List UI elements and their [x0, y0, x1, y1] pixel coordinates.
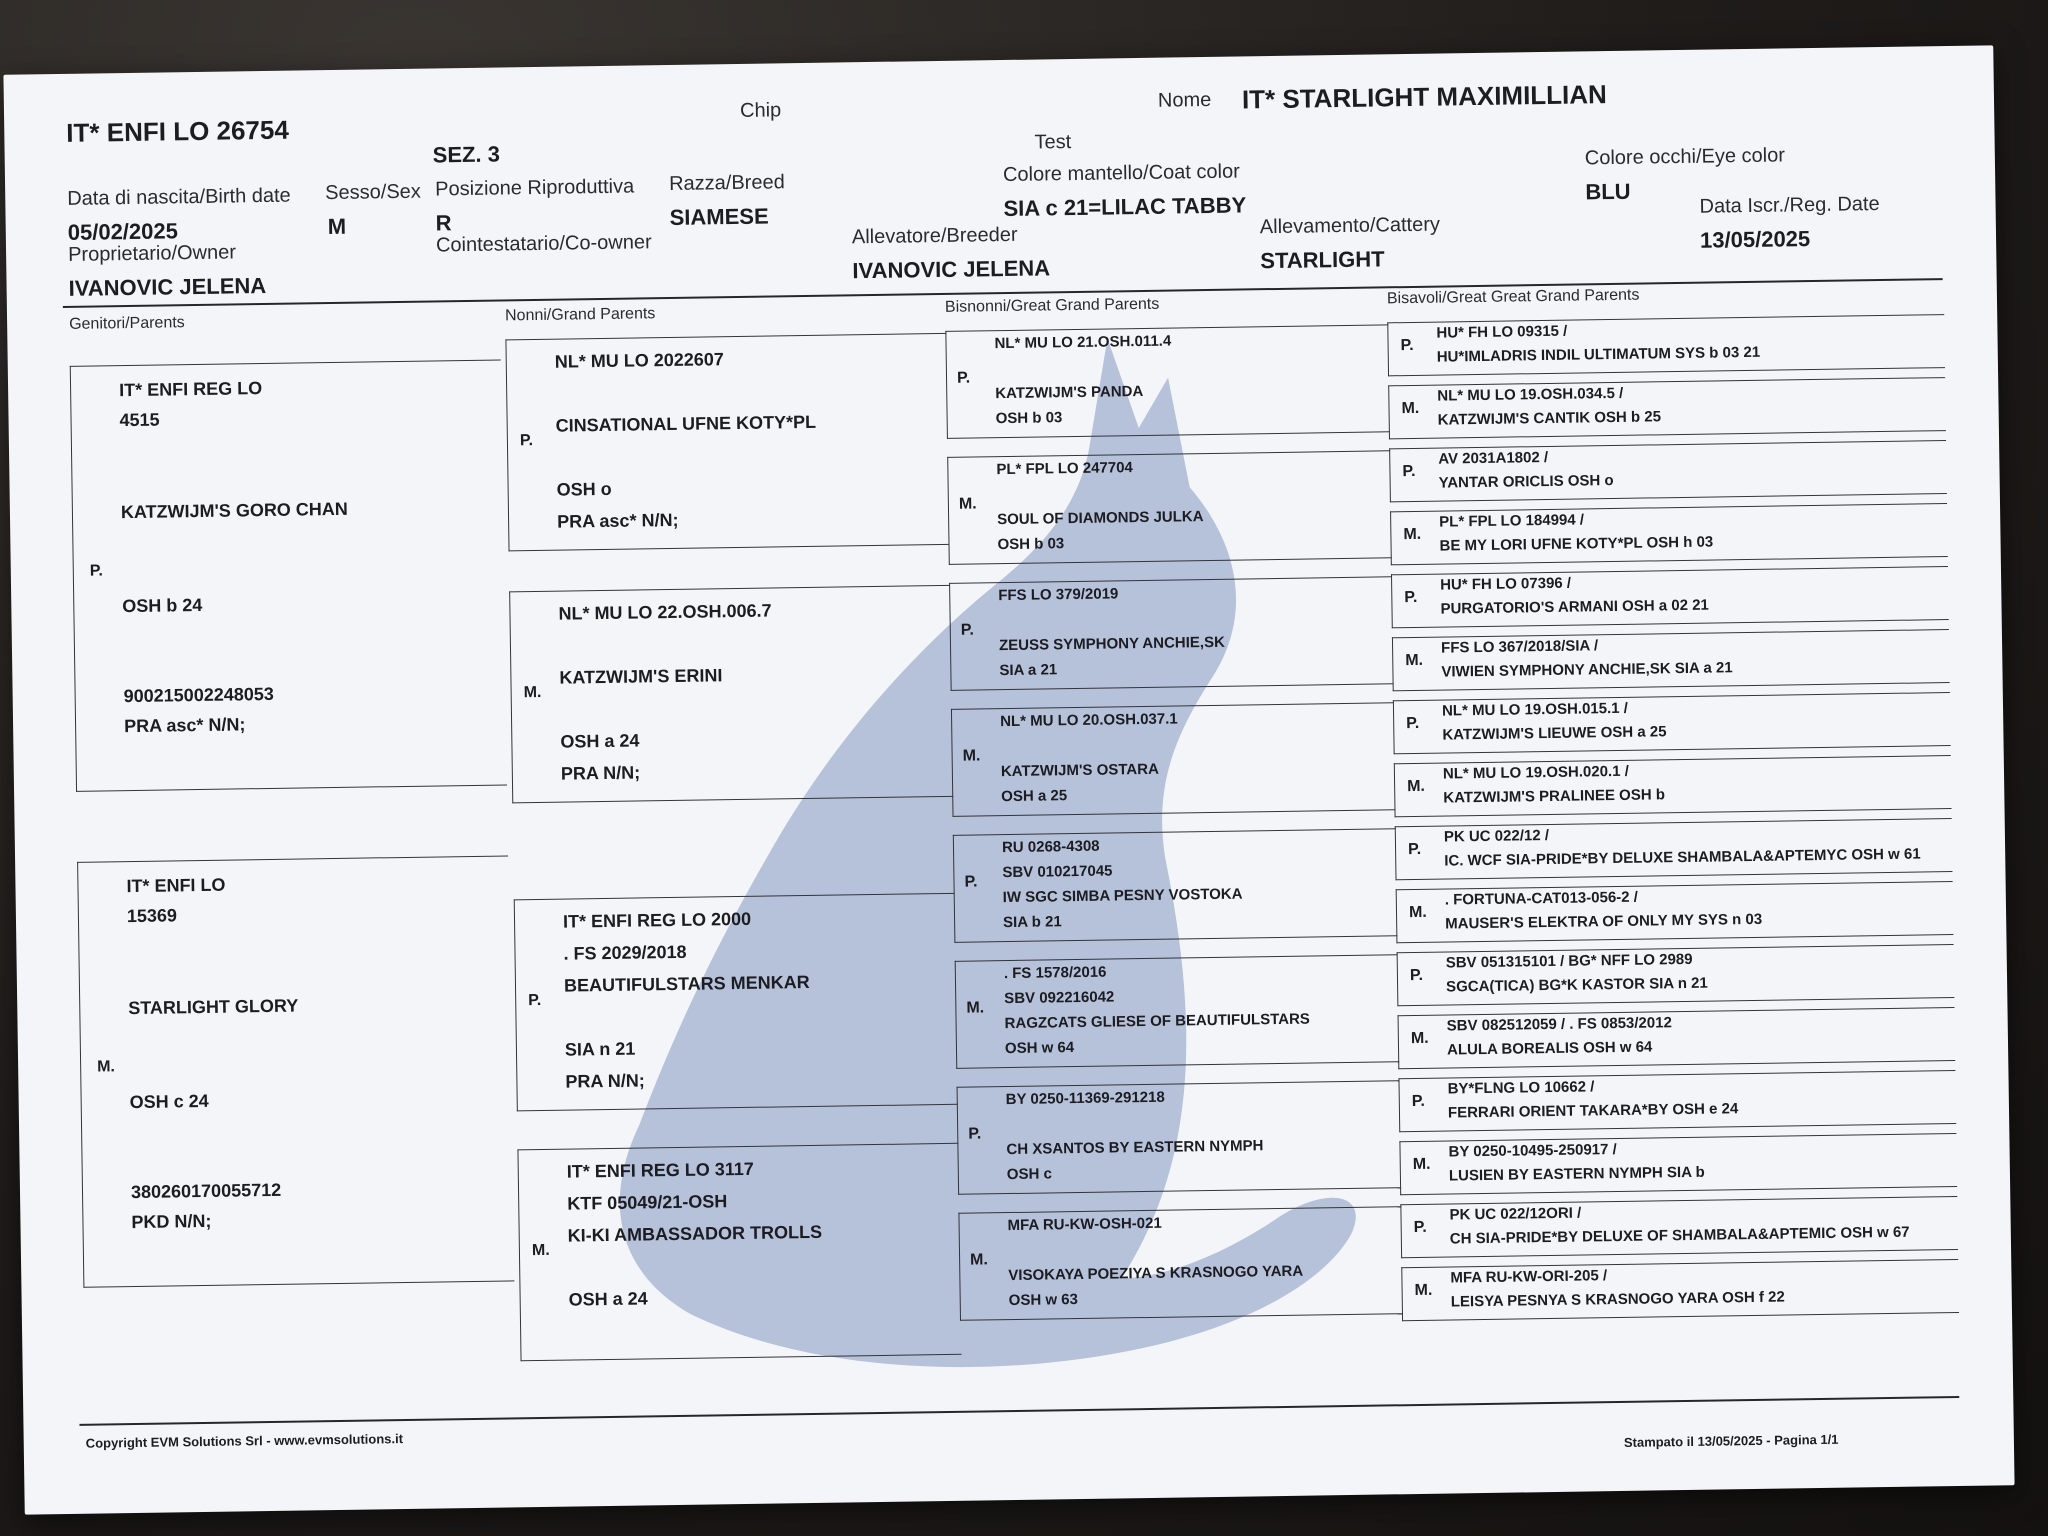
registration-number: IT* ENFI LO 26754: [66, 114, 290, 148]
grand-parent-line-1-3: CINSATIONAL UFNE KOTY*PL: [555, 411, 817, 436]
great-grand-parent-line-7-1: BY 0250-11369-291218: [1005, 1088, 1165, 1109]
ggg-parent-reg-16: MFA RU-KW-ORI-205 /: [1450, 1267, 1608, 1287]
grand-parent-line-2-3: KATZWIJM'S ERINI: [559, 665, 723, 688]
sire-chip: 900215002248053: [123, 683, 274, 707]
great-grand-parent-line-5-2: SBV 010217045: [1002, 862, 1113, 882]
great-grand-parent-line-2-1: PL* FPL LO 247704: [996, 459, 1133, 479]
ggg-parent-indicator-15: P.: [1413, 1218, 1427, 1237]
breeder-value: IVANOVIC JELENA: [852, 255, 1051, 284]
cattery-value: STARLIGHT: [1260, 246, 1385, 274]
ggg-parent-reg-5: HU* FH LO 07396 /: [1440, 574, 1572, 594]
ggg-parent-reg-6: FFS LO 367/2018/SIA /: [1440, 637, 1599, 657]
great-grand-parent-line-8-4: OSH w 63: [1008, 1291, 1079, 1310]
great-grand-parent-line-4-1: NL* MU LO 20.OSH.037.1: [1000, 710, 1178, 731]
ggg-parent-name-15: CH SIA-PRIDE*BY DELUXE OF SHAMBALA&APTEMIC OSH w 67: [1449, 1223, 1910, 1248]
great-grand-parent-line-3-1: FFS LO 379/2019: [998, 585, 1119, 605]
ggg-parent-name-6: VIWIEN SYMPHONY ANCHIE,SK SIA a 21: [1441, 659, 1733, 681]
great-grand-parent-indicator-8: M.: [969, 1251, 989, 1269]
ggg-parent-reg-11: SBV 051315101 / BG* NFF LO 2989: [1445, 950, 1693, 972]
grand-parent-line-3-6: PRA N/N;: [565, 1070, 645, 1092]
grand-parent-line-1-1: NL* MU LO 2022607: [554, 349, 724, 372]
pedigree-document: [3, 45, 2014, 1514]
ggg-parent-name-1: HU*IMLADRIS INDIL ULTIMATUM SYS b 03 21: [1436, 343, 1761, 366]
dam-indicator: M.: [97, 1058, 116, 1076]
ggg-parent-reg-3: AV 2031A1802 /: [1438, 448, 1549, 468]
grand-parent-indicator-3: P.: [528, 991, 542, 1010]
ggg-parent-name-14: LUSIEN BY EASTERN NYMPH SIA b: [1448, 1163, 1705, 1185]
great-grand-parent-indicator-1: P.: [956, 369, 971, 387]
grand-parent-line-4-2: KTF 05049/21-OSH: [567, 1191, 728, 1214]
ggg-parent-indicator-1: P.: [1400, 336, 1414, 355]
printed-date: Stampato il 13/05/2025 - Pagina 1/1: [1623, 1431, 1839, 1450]
great-grand-parent-box-6: [955, 954, 1400, 1069]
grand-parent-line-2-5: OSH a 24: [560, 730, 640, 752]
parent-sire-box: [70, 359, 507, 791]
ggg-parent-name-3: YANTAR ORICLIS OSH o: [1438, 471, 1614, 492]
ggg-parent-name-9: IC. WCF SIA-PRIDE*BY DELUXE SHAMBALA&APTEMYC OSH w 61: [1444, 845, 1921, 870]
coat-label: Colore mantello/Coat color: [1002, 160, 1240, 187]
grand-parent-line-3-3: BEAUTIFULSTARS MENKAR: [563, 971, 810, 996]
grand-parent-box-1: [505, 333, 949, 552]
great-grand-parent-line-1-1: NL* MU LO 21.OSH.011.4: [994, 332, 1172, 353]
birth-label: Data di nascita/Birth date: [67, 184, 291, 210]
breed-value: SIAMESE: [669, 203, 769, 230]
birth-date: 05/02/2025: [67, 218, 179, 245]
great-grand-parent-indicator-2: M.: [958, 495, 977, 513]
ggg-parent-indicator-8: M.: [1407, 777, 1426, 796]
grand-parent-box-3: [514, 893, 958, 1112]
great-grand-parent-box-2: [947, 450, 1392, 565]
ggg-parent-name-11: SGCA(TICA) BG*K KASTOR SIA n 21: [1445, 974, 1708, 996]
ggg-parent-indicator-13: P.: [1411, 1092, 1426, 1111]
ggg-parent-indicator-11: P.: [1409, 966, 1424, 985]
ggg-parent-indicator-5: P.: [1404, 588, 1418, 607]
sire-reg-number: 4515: [119, 409, 160, 431]
breeder-label: Allevatore/Breeder: [851, 223, 1018, 249]
coowner-label: Cointestatario/Co-owner: [435, 231, 652, 257]
sire-reg: IT* ENFI REG LO: [118, 378, 263, 401]
ggg-parent-name-16: LEISYA PESNYA S KRASNOGO YARA OSH f 22: [1450, 1288, 1785, 1311]
ggg-parent-name-8: KATZWIJM'S PRALINEE OSH b: [1443, 786, 1666, 807]
ggg-parent-indicator-2: M.: [1401, 399, 1420, 418]
col-great-great-grand-parents: Bisavoli/Great Great Grand Parents: [1386, 286, 1640, 308]
owner-label: Proprietario/Owner: [67, 241, 237, 266]
owner-value: IVANOVIC JELENA: [68, 272, 267, 301]
ggg-parent-box-4: [1390, 503, 1948, 565]
great-grand-parent-box-5: [953, 828, 1398, 943]
sire-test: PRA asc* N/N;: [123, 714, 246, 737]
great-grand-parent-indicator-6: M.: [966, 999, 985, 1017]
ggg-parent-box-2: [1388, 377, 1946, 439]
ggg-parent-box-13: [1398, 1070, 1956, 1132]
ggg-parent-box-14: [1399, 1133, 1957, 1195]
dam-test: PKD N/N;: [131, 1210, 212, 1233]
great-grand-parent-indicator-5: P.: [964, 873, 978, 891]
section: SEZ. 3: [432, 141, 501, 168]
great-grand-parent-line-6-1: . FS 1578/2016: [1003, 963, 1107, 983]
grand-parent-indicator-2: M.: [523, 683, 542, 702]
great-grand-parent-box-4: [951, 702, 1396, 817]
sire-color: OSH b 24: [122, 594, 203, 617]
ggg-parent-name-4: BE MY LORI UFNE KOTY*PL OSH h 03: [1439, 533, 1714, 555]
great-grand-parent-line-5-3: IW SGC SIMBA PESNY VOSTOKA: [1002, 885, 1243, 907]
grand-parent-line-4-5: OSH a 24: [568, 1288, 648, 1310]
ggg-parent-reg-14: BY 0250-10495-250917 /: [1448, 1141, 1617, 1161]
great-grand-parent-indicator-7: P.: [968, 1125, 982, 1143]
grand-parent-line-3-1: IT* ENFI REG LO 2000: [562, 908, 752, 932]
great-grand-parent-line-7-3: CH XSANTOS BY EASTERN NYMPH: [1006, 1137, 1264, 1159]
ggg-parent-indicator-16: M.: [1414, 1281, 1433, 1300]
great-grand-parent-line-8-1: MFA RU-KW-OSH-021: [1007, 1214, 1162, 1235]
ggg-parent-box-6: [1392, 629, 1950, 691]
great-grand-parent-line-4-3: KATZWIJM'S OSTARA: [1000, 760, 1159, 781]
ggg-parent-reg-1: HU* FH LO 09315 /: [1436, 322, 1568, 342]
ggg-parent-reg-2: NL* MU LO 19.OSH.034.5 /: [1437, 384, 1624, 405]
great-grand-parent-box-3: [949, 576, 1394, 691]
eye-label: Colore occhi/Eye color: [1584, 144, 1786, 170]
great-grand-parent-box-7: [957, 1080, 1402, 1195]
ggg-parent-box-15: [1400, 1196, 1958, 1258]
great-grand-parent-line-2-3: SOUL OF DIAMONDS JULKA: [997, 508, 1204, 529]
ggg-parent-box-3: [1389, 440, 1947, 502]
name-label: Nome: [1157, 88, 1212, 112]
dam-reg-number: 15369: [126, 905, 178, 927]
sex-label: Sesso/Sex: [325, 180, 421, 205]
dam-color: OSH c 24: [129, 1090, 209, 1113]
ggg-parent-name-10: MAUSER'S ELEKTRA OF ONLY MY SYS n 03: [1445, 910, 1763, 933]
ggg-parent-reg-13: BY*FLNG LO 10662 /: [1447, 1078, 1595, 1098]
grand-parent-line-3-2: . FS 2029/2018: [563, 941, 687, 964]
ggg-parent-box-1: [1387, 314, 1945, 376]
ggg-parent-name-2: KATZWIJM'S CANTIK OSH b 25: [1437, 408, 1662, 429]
grand-parent-line-4-3: KI-KI AMBASSADOR TROLLS: [567, 1221, 823, 1246]
great-grand-parent-line-1-4: OSH b 03: [995, 409, 1063, 428]
great-grand-parent-line-5-1: RU 0268-4308: [1001, 837, 1100, 857]
grand-parent-line-4-1: IT* ENFI REG LO 3117: [566, 1158, 754, 1182]
grand-parent-line-2-6: PRA N/N;: [560, 762, 641, 784]
ggg-parent-reg-4: PL* FPL LO 184994 /: [1439, 511, 1585, 531]
ggg-parent-box-16: [1401, 1259, 1959, 1321]
great-grand-parent-indicator-3: P.: [960, 621, 974, 639]
great-grand-parent-box-1: [945, 324, 1390, 439]
grand-parent-box-4: [517, 1143, 961, 1362]
cat-name: IT* STARLIGHT MAXIMILLIAN: [1241, 79, 1608, 115]
great-grand-parent-line-8-3: VISOKAYA POEZIYA S KRASNOGO YARA: [1008, 1262, 1304, 1285]
great-grand-parent-line-4-4: OSH a 25: [1001, 787, 1068, 806]
parent-dam-box: [77, 855, 514, 1287]
dam-name: STARLIGHT GLORY: [128, 995, 299, 1019]
grand-parent-line-3-5: SIA n 21: [564, 1038, 636, 1060]
ggg-parent-reg-12: SBV 082512059 / . FS 0853/2012: [1446, 1014, 1672, 1035]
col-parents: Genitori/Parents: [69, 314, 185, 333]
copyright: Copyright EVM Solutions Srl - www.evmsolutions.it: [85, 1431, 404, 1451]
ggg-parent-box-5: [1391, 566, 1949, 628]
grand-parent-line-2-1: NL* MU LO 22.OSH.006.7: [558, 600, 772, 624]
ggg-parent-indicator-9: P.: [1407, 840, 1422, 859]
great-grand-parent-indicator-4: M.: [962, 747, 981, 765]
sire-name: KATZWIJM'S GORO CHAN: [120, 498, 348, 523]
great-grand-parent-line-1-3: KATZWIJM'S PANDA: [995, 382, 1144, 403]
ggg-parent-box-11: [1397, 944, 1955, 1006]
test-label: Test: [1034, 131, 1072, 154]
eye-value: BLU: [1585, 178, 1631, 205]
grand-parent-line-1-6: PRA asc* N/N;: [556, 509, 679, 532]
great-grand-parent-line-6-4: OSH w 64: [1004, 1039, 1075, 1058]
dam-chip: 380260170055712: [130, 1179, 282, 1203]
ggg-parent-name-5: PURGATORIO'S ARMANI OSH a 02 21: [1440, 596, 1709, 618]
ggg-parent-name-7: KATZWIJM'S LIEUWE OSH a 25: [1442, 723, 1667, 744]
grand-parent-indicator-1: P.: [519, 432, 534, 450]
ggg-parent-reg-7: NL* MU LO 19.OSH.015.1 /: [1441, 699, 1629, 720]
great-grand-parent-line-6-2: SBV 092216042: [1004, 988, 1115, 1008]
ggg-parent-indicator-6: M.: [1405, 651, 1424, 670]
great-grand-parent-line-7-4: OSH c: [1006, 1165, 1052, 1184]
chip-label: Chip: [739, 99, 782, 122]
coat-value: SIA c 21=LILAC TABBY: [1003, 192, 1247, 222]
ggg-parent-reg-9: PK UC 022/12 /: [1443, 826, 1550, 846]
ggg-parent-name-13: FERRARI ORIENT TAKARA*BY OSH e 24: [1447, 1100, 1739, 1122]
col-grand-parents: Nonni/Grand Parents: [504, 305, 656, 325]
position-label: Posizione Riproduttiva: [435, 175, 635, 201]
ggg-parent-box-10: [1396, 881, 1954, 943]
ggg-parent-indicator-10: M.: [1408, 903, 1427, 922]
sex-value: M: [327, 213, 347, 240]
position-value: R: [435, 210, 452, 236]
great-grand-parent-line-6-3: RAGZCATS GLIESE OF BEAUTIFULSTARS: [1004, 1010, 1310, 1033]
ggg-parent-indicator-7: P.: [1406, 714, 1420, 733]
ggg-parent-box-9: [1395, 818, 1953, 880]
ggg-parent-box-8: [1394, 755, 1952, 817]
ggg-parent-indicator-4: M.: [1403, 525, 1422, 544]
regdate-label: Data Iscr./Reg. Date: [1699, 193, 1880, 218]
sire-indicator: P.: [89, 562, 103, 580]
grand-parent-line-1-5: OSH o: [556, 478, 612, 500]
ggg-parent-reg-10: . FORTUNA-CAT013-056-2 /: [1444, 888, 1639, 909]
cattery-label: Allevamento/Cattery: [1259, 213, 1441, 239]
ggg-parent-box-7: [1393, 692, 1951, 754]
dam-reg: IT* ENFI LO: [126, 874, 226, 897]
grand-parent-indicator-4: M.: [531, 1241, 550, 1260]
ggg-parent-reg-15: PK UC 022/12ORI /: [1449, 1204, 1582, 1224]
great-grand-parent-box-8: [958, 1206, 1403, 1321]
ggg-parent-reg-8: NL* MU LO 19.OSH.020.1 /: [1442, 762, 1629, 783]
breed-label: Razza/Breed: [668, 171, 785, 195]
great-grand-parent-line-3-3: ZEUSS SYMPHONY ANCHIE,SK: [998, 633, 1225, 655]
great-grand-parent-line-5-4: SIA b 21: [1002, 913, 1062, 932]
ggg-parent-indicator-14: M.: [1412, 1155, 1431, 1174]
ggg-parent-box-12: [1398, 1007, 1956, 1069]
ggg-parent-name-12: ALULA BOREALIS OSH w 64: [1446, 1038, 1653, 1059]
grand-parent-box-2: [509, 585, 953, 804]
great-grand-parent-line-2-4: OSH b 03: [997, 535, 1065, 554]
great-grand-parent-line-3-4: SIA a 21: [999, 661, 1058, 680]
ggg-parent-indicator-3: P.: [1402, 462, 1416, 481]
regdate-value: 13/05/2025: [1699, 226, 1811, 253]
col-great-grand-parents: Bisnonni/Great Grand Parents: [944, 295, 1160, 316]
ggg-parent-indicator-12: M.: [1410, 1029, 1429, 1048]
